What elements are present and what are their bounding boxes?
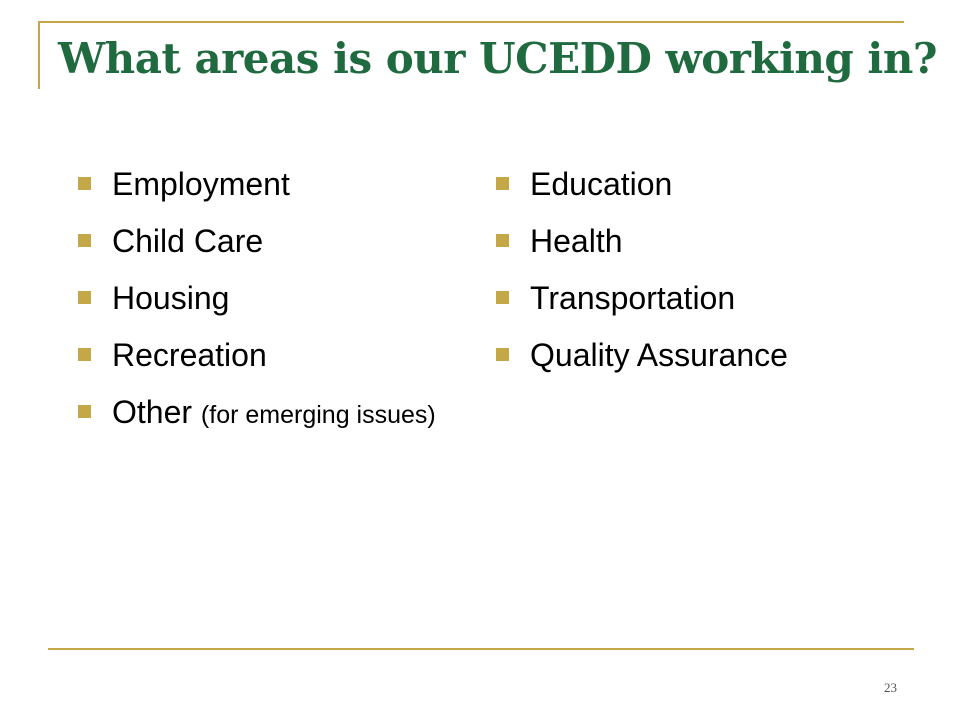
square-bullet-icon: [496, 177, 509, 190]
list-item: [496, 331, 788, 388]
square-bullet-icon: [496, 234, 509, 247]
bullet-list-left: [78, 160, 436, 445]
list-item: [78, 217, 436, 274]
square-bullet-icon: [78, 405, 91, 418]
list-item-label: Quality Assurance: [530, 337, 788, 373]
square-bullet-icon: [496, 291, 509, 304]
list-item-label: Education: [530, 166, 673, 202]
page-number: 23: [884, 680, 897, 695]
frame-top-line: [38, 21, 904, 23]
list-item: [496, 217, 788, 274]
square-bullet-icon: [78, 348, 91, 361]
square-bullet-icon: [78, 291, 91, 304]
list-item: [78, 388, 436, 445]
square-bullet-icon: [78, 177, 91, 190]
list-item: [78, 160, 436, 217]
list-item-note: (for emerging issues): [200, 401, 436, 429]
slide-title: What areas is our UCEDD working in?: [58, 34, 938, 83]
list-item-label: Health: [530, 223, 623, 259]
square-bullet-icon: [496, 348, 509, 361]
list-item-label: Housing: [112, 280, 230, 316]
list-item: [78, 331, 436, 388]
frame-bottom-line: [48, 648, 914, 650]
frame-left-line: [38, 21, 40, 89]
list-item: [78, 274, 436, 331]
list-item-label: Transportation: [530, 280, 736, 316]
square-bullet-icon: [78, 234, 91, 247]
list-item: [496, 274, 788, 331]
list-item-label: Employment: [112, 166, 290, 202]
list-item-label: Child Care: [112, 223, 264, 259]
bullet-list-right: [496, 160, 788, 388]
list-item-label: Recreation: [112, 337, 267, 373]
list-item-label: Other: [112, 394, 193, 430]
list-item: [496, 160, 788, 217]
